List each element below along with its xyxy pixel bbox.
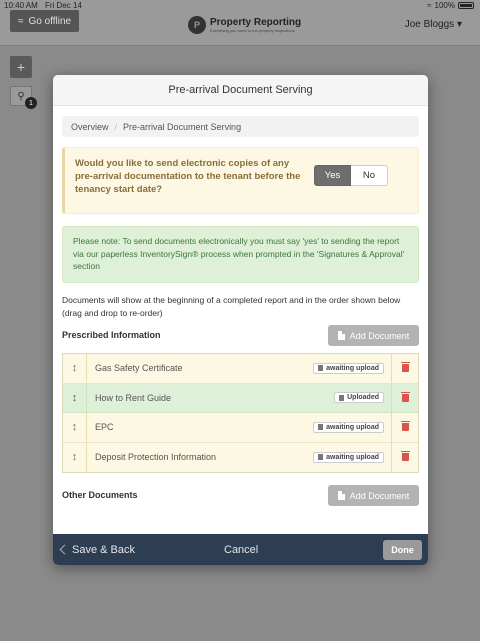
status-time: 10:40 AM — [4, 1, 38, 10]
paperless-note: Please note: To send documents electronically you must say 'yes' to sending the report via our paperless InventorySign® process when prompted in the 'Signatures & Approval' section — [62, 226, 419, 283]
trash-icon — [402, 394, 409, 402]
prescribed-title: Prescribed Information — [62, 330, 161, 340]
document-row — [63, 354, 418, 384]
add-prescribed-document-button[interactable] — [328, 325, 419, 346]
no-button[interactable]: No — [351, 165, 388, 186]
drag-handle-icon[interactable]: ↕ — [63, 384, 87, 413]
trash-icon — [402, 423, 409, 431]
breadcrumb-overview[interactable]: Overview — [71, 121, 109, 132]
document-icon — [318, 454, 323, 460]
user-menu[interactable] — [405, 19, 462, 30]
send-documents-question — [62, 147, 419, 214]
status-date: Fri Dec 14 — [45, 1, 82, 10]
go-offline-label: Go offline — [28, 15, 72, 27]
save-back-label: Save & Back — [72, 543, 135, 556]
document-name: How to Rent Guide — [95, 392, 172, 403]
breadcrumb — [62, 116, 419, 137]
drag-handle-icon[interactable]: ↕ — [63, 443, 87, 473]
status-label: awaiting upload — [326, 364, 379, 372]
caret-down-icon: ▾ — [456, 19, 462, 30]
document-icon — [338, 491, 345, 500]
brand-tagline: Everything you need to run property inspections — [210, 28, 295, 33]
modal-title: Pre-arrival Document Serving — [168, 84, 313, 96]
delete-button[interactable] — [391, 354, 418, 383]
search-icon[interactable]: ⚲ — [10, 86, 32, 106]
add-document-label: Add Document — [349, 490, 410, 501]
add-icon[interactable]: + — [10, 56, 32, 78]
question-text: Would you like to send electronic copies of any pre-arrival documentation to the tenant before the tenancy start date? — [75, 158, 301, 195]
modal-body — [53, 106, 428, 507]
status-badge — [313, 452, 384, 463]
delete-button[interactable] — [391, 443, 418, 473]
user-name: Joe Bloggs — [404, 19, 455, 30]
trash-icon — [402, 453, 409, 461]
document-icon — [339, 395, 344, 401]
status-label: awaiting upload — [326, 453, 379, 461]
yes-button[interactable]: Yes — [314, 165, 351, 186]
breadcrumb-current: Pre-arrival Document Serving — [123, 121, 242, 132]
document-name: Gas Safety Certificate — [95, 363, 183, 374]
trash-icon — [402, 364, 409, 372]
delete-button[interactable] — [391, 413, 418, 442]
prescribed-document-list — [62, 353, 419, 473]
go-offline-button[interactable] — [10, 10, 79, 32]
document-icon — [318, 424, 323, 430]
status-label: Uploaded — [347, 394, 379, 402]
chevron-left-icon — [60, 545, 70, 555]
notification-badge: 1 — [25, 97, 37, 109]
delete-button[interactable] — [391, 384, 418, 413]
document-icon — [318, 365, 323, 371]
document-name: EPC — [95, 422, 114, 433]
modal-header — [53, 75, 428, 106]
status-badge — [313, 363, 384, 374]
document-row — [63, 413, 418, 443]
document-name: Deposit Protection Information — [95, 452, 217, 463]
document-row — [63, 443, 418, 473]
prescribed-section-header — [62, 325, 419, 347]
app-header — [0, 12, 480, 46]
battery-level: 100% — [434, 1, 455, 10]
drag-handle-icon[interactable]: ↕ — [63, 413, 87, 442]
status-badge — [334, 392, 384, 403]
brand-name: Property Reporting — [210, 17, 302, 28]
document-serving-modal — [53, 75, 428, 565]
yes-no-toggle — [314, 165, 388, 186]
save-and-back-button[interactable] — [58, 534, 135, 565]
modal-footer — [53, 534, 428, 565]
battery-icon — [458, 2, 474, 9]
cancel-button[interactable]: Cancel — [224, 543, 259, 556]
document-row — [63, 384, 418, 414]
document-icon — [338, 331, 345, 340]
add-document-label: Add Document — [349, 330, 410, 341]
other-section-header — [62, 485, 419, 507]
status-right — [427, 1, 474, 10]
drag-handle-icon[interactable]: ↕ — [63, 354, 87, 383]
documents-info: Documents will show at the beginning of a completed report and in the order shown below (drag and drop to re-order) — [62, 295, 401, 318]
status-label: awaiting upload — [326, 423, 379, 431]
status-badge — [313, 422, 384, 433]
breadcrumb-separator: / — [114, 121, 118, 132]
add-other-document-button[interactable] — [328, 485, 419, 506]
other-documents-title: Other Documents — [62, 490, 138, 500]
wifi-icon: ≈ — [18, 15, 24, 27]
done-button[interactable]: Done — [383, 540, 422, 560]
brand — [188, 16, 301, 34]
brand-logo-icon: P — [188, 16, 206, 34]
wifi-icon: ≈ — [427, 1, 432, 10]
